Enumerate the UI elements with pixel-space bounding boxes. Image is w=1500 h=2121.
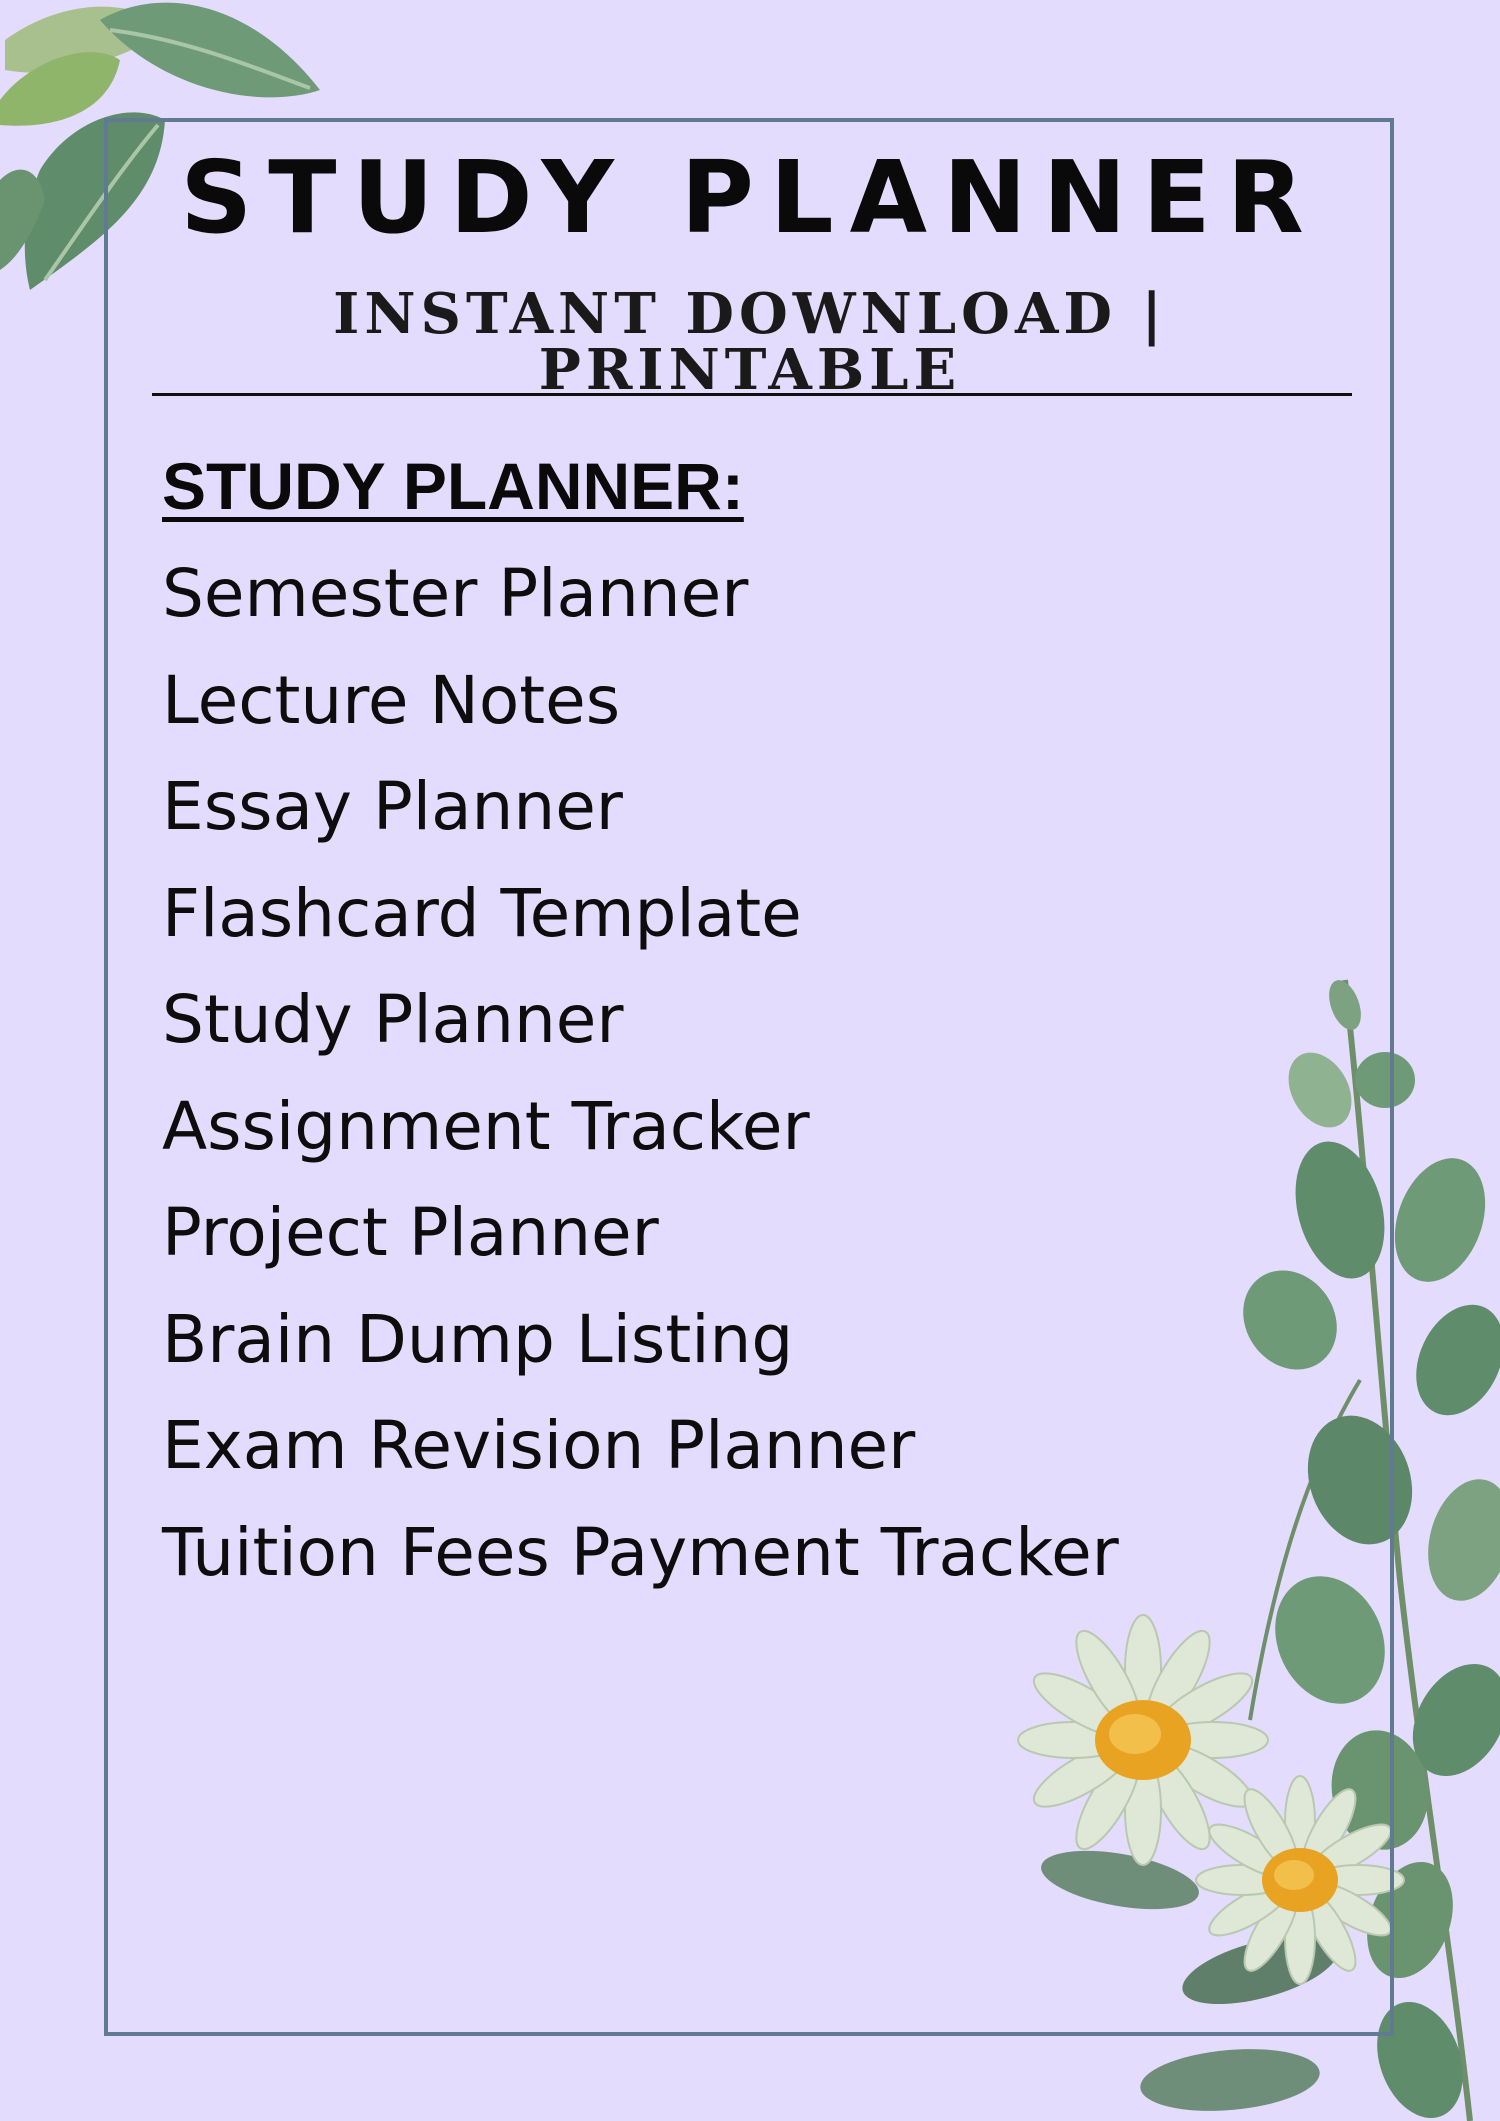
list-item: Flashcard Template (162, 874, 802, 952)
list-item: Lecture Notes (162, 661, 621, 739)
list-item: Exam Revision Planner (162, 1407, 916, 1484)
list-item: Semester Planner (162, 555, 749, 632)
title-divider (152, 393, 1352, 396)
list-item: Project Planner (162, 1194, 659, 1271)
page-title: STUDY PLANNER (180, 139, 1320, 256)
planner-items-list (162, 556, 1119, 1621)
list-item: Brain Dump Listing (162, 1300, 794, 1378)
list-item: Tuition Fees Payment Tracker (162, 1513, 1119, 1591)
list-item: Study Planner (162, 981, 624, 1058)
page-subtitle: INSTANT DOWNLOAD | PRINTABLE (333, 281, 1167, 403)
section-heading: STUDY PLANNER: (162, 449, 744, 523)
list-item: Essay Planner (162, 768, 623, 845)
list-item: Assignment Tracker (162, 1087, 810, 1165)
